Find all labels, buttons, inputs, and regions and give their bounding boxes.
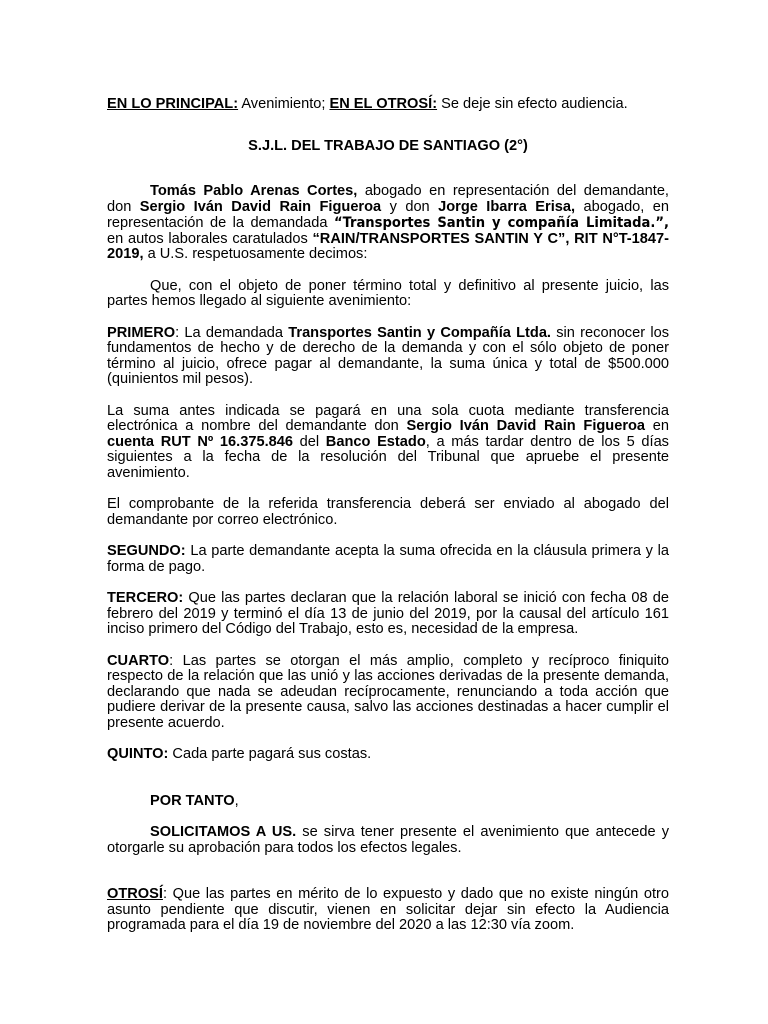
principal-text: Avenimiento; [238, 96, 330, 112]
second-lawyer-name: Jorge Ibarra Erisa, [438, 198, 576, 215]
receipt-paragraph: El comprobante de la referida transferencia deberá ser enviado al abogado del demandante por correo electrónico. [107, 496, 669, 528]
payment-paragraph: La suma antes indicada se pagará en una sola cuota mediante transferencia electrónica a nombre del demandante don Sergio Iván David Rain Figueroa en cuenta RUT Nº 16.375.846 del Banco Estado, a más tardar dentro de los 5 días siguientes a la fecha de la resolución del Tribunal que apruebe el presente avenimiento. [107, 402, 670, 481]
cuarto-clause: CUARTO: Las partes se otorgan el más amplio, completo y recíproco finiquito respecto de la relación que las unió y las acciones derivadas de la presente demanda, declarando que nada se adeudan recíprocamente, renunciando a toda acción que pudiere derivar de la presente causa, salvo las acciones destinadas a hacer cumplir el presente acuerdo. [107, 652, 669, 731]
que-paragraph: Que, con el objeto de poner término total y definitivo al presente juicio, las partes hemos llegado al siguiente avenimiento: [107, 277, 669, 309]
intro-paragraph: Tomás Pablo Arenas Cortes, abogado en representación del demandante, don Sergio Iván David Rain Figueroa y don Jorge Ibarra Erisa, abogado, en representación de la demandada “Transportes Santin y compañía Limitada.”, en autos laborales caratulados “RAIN/TRANSPORTES SANTIN Y C”, RIT N°T-1847-2019, a U.S. respetuosamente decimos: [107, 183, 670, 262]
otrosi-label: OTROSÍ [107, 886, 163, 902]
document-header [107, 97, 669, 113]
company-name: Transportes Santin y Compañía Ltda. [288, 324, 551, 341]
bank-name: Banco Estado [325, 433, 426, 450]
tercero-clause: TERCERO: Que las partes declaran que la relación laboral se inició con fecha 08 de febrero del 2019 y terminó el día 13 de junio del 2019, por la causal del artículo 161 inciso primero del Código del Trabajo, esto es, necesidad de la empresa. [107, 590, 669, 637]
defendant-name: “Transportes Santin y compañía Limitada.”, [333, 214, 669, 231]
principal-label: EN LO PRINCIPAL: [107, 96, 239, 112]
otrosi-header-label: EN EL OTROSÍ: [329, 96, 438, 112]
por-tanto: POR TANTO, [150, 792, 239, 809]
lawyer-name: Tomás Pablo Arenas Cortes, [150, 183, 358, 199]
court-title: S.J.L. DEL TRABAJO DE SANTIAGO (2°) [248, 137, 528, 154]
segundo-clause: SEGUNDO: La parte demandante acepta la suma ofrecida en la cláusula primera y la forma de pago. [107, 543, 669, 575]
document-page [107, 97, 669, 934]
quinto-clause: QUINTO: Cada parte pagará sus costas. [107, 746, 372, 762]
otrosi-header-text: Se deje sin efecto audiencia. [437, 96, 628, 112]
payee-name: Sergio Iván David Rain Figueroa [406, 418, 646, 434]
primero-clause: PRIMERO: La demandada Transportes Santin y Compañía Ltda. sin reconocer los fundamentos de hecho y de derecho de la demanda y con el sólo objeto de poner término al juicio, ofrece pagar al demandante, la suma única y total de $500.000 (quinientos mil pesos). [107, 324, 669, 387]
account-rut: cuenta RUT Nº 16.375.846 [107, 433, 293, 450]
plaintiff-name: Sergio Iván David Rain Figueroa [139, 198, 382, 215]
case-caption: “RAIN/TRANSPORTES SANTIN Y C”, RIT N°T-1847-2019, [107, 230, 669, 262]
otrosi-paragraph: OTROSÍ: Que las partes en mérito de lo expuesto y dado que no existe ningún otro asunto pendiente que discutir, vienen en solicitar dejar sin efecto la Audiencia programada para el día 19 de noviembre del 2020 a las 12:30 vía zoom. [107, 886, 669, 933]
solicitamos-paragraph: SOLICITAMOS A US. se sirva tener presente el avenimiento que antecede y otorgarle su aprobación para todos los efectos legales. [107, 824, 669, 856]
